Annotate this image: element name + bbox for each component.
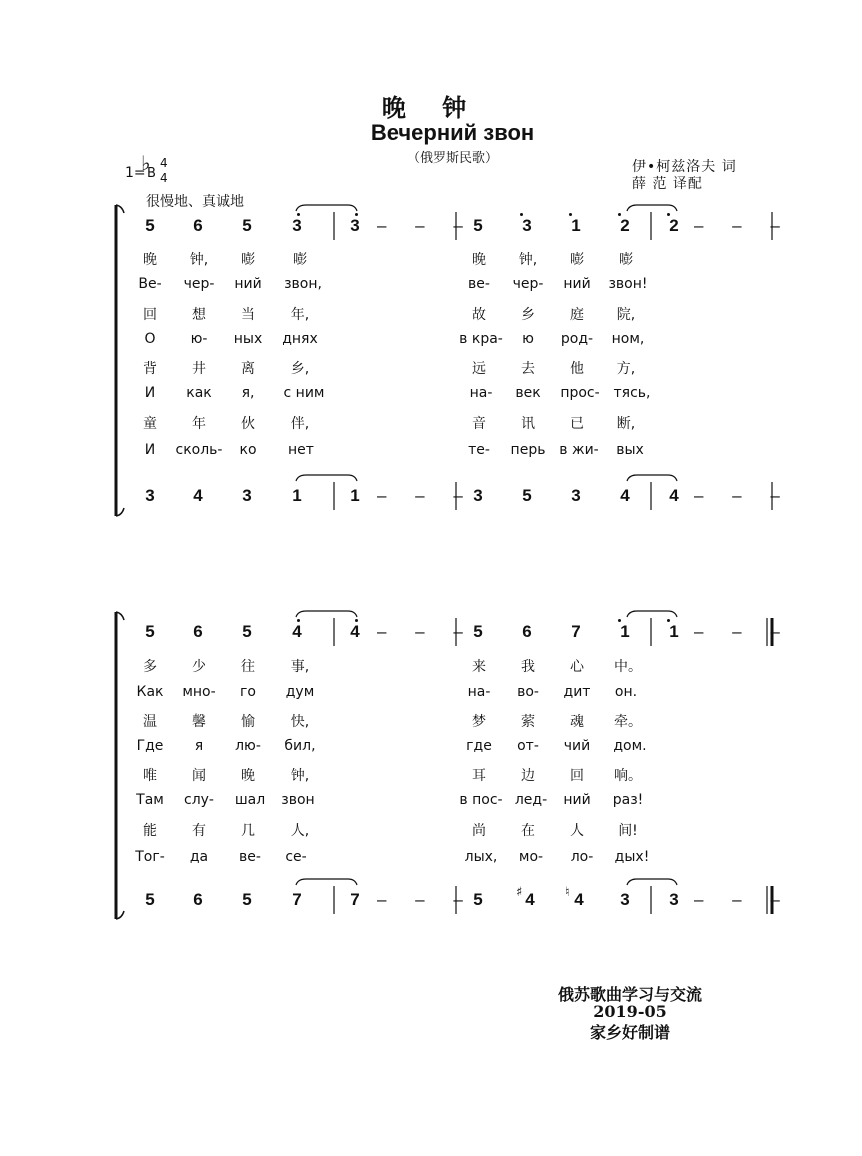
lyric: 晚: [241, 768, 255, 784]
note: 7: [350, 890, 360, 909]
lyric: 故: [472, 307, 486, 323]
lyric: дит: [563, 684, 591, 700]
lyric: 嘭: [293, 252, 307, 268]
sustain-dashes: – – –: [694, 216, 792, 235]
lyric: 想: [192, 307, 206, 323]
lyric: как: [186, 385, 212, 401]
lyric: ний: [563, 792, 591, 808]
lyric: 温: [143, 714, 157, 730]
note: 5: [145, 216, 155, 235]
lyric: 院,: [616, 307, 636, 323]
lyric: Где: [136, 738, 164, 754]
lyric: звон!: [608, 276, 648, 292]
lyric: лед-: [514, 792, 548, 808]
lyric: Там: [136, 792, 164, 808]
note: 3: [522, 216, 532, 235]
lyric: чий: [563, 738, 591, 754]
lyric: 少: [192, 659, 206, 675]
note: 4: [620, 486, 630, 505]
lyric: 断,: [616, 416, 636, 432]
lyric: 童: [143, 416, 157, 432]
octave-dot: [667, 213, 670, 216]
lyric: 萦: [521, 714, 535, 730]
flat-sign: ♭: [141, 151, 151, 175]
sustain-dashes: – – –: [377, 486, 475, 505]
lyric: ном,: [611, 331, 645, 347]
note: 3: [292, 216, 302, 235]
lyric: шал: [234, 792, 266, 808]
note: 4: [525, 890, 535, 909]
lyric: Ве-: [138, 276, 162, 292]
octave-dot: [618, 619, 621, 622]
lyric: ве-: [468, 276, 490, 292]
lyric: перь: [510, 442, 546, 458]
lyric: во-: [517, 684, 539, 700]
lyric: 音: [472, 416, 486, 432]
lyric: 往: [241, 659, 255, 675]
lyric: ко: [239, 442, 257, 458]
note: 2: [669, 216, 679, 235]
lyric: 人: [570, 823, 584, 839]
lyric: 已: [570, 416, 584, 432]
lyric: И: [144, 442, 156, 458]
lyric: 嘭: [570, 252, 584, 268]
lyric: ве-: [239, 849, 261, 865]
time-bottom: 4: [160, 171, 168, 185]
octave-dot: [355, 619, 358, 622]
lyric: 离: [241, 361, 255, 377]
note: 4: [669, 486, 679, 505]
lyric: 乡,: [290, 361, 310, 377]
lyric: 魂: [570, 714, 584, 730]
lyric: 嘭: [619, 252, 633, 268]
lyric: 伙: [241, 416, 255, 432]
footer-maker: 家乡好制谱: [589, 1023, 670, 1042]
lyric: от-: [517, 738, 539, 754]
octave-dot: [667, 619, 670, 622]
lyric: 当: [241, 307, 255, 323]
lyric: те-: [468, 442, 490, 458]
lyric: звон: [281, 792, 315, 808]
lyric: 讯: [521, 416, 535, 432]
lyric: в пос-: [459, 792, 503, 808]
note: 3: [145, 486, 155, 505]
lyric: 钟,: [290, 768, 310, 784]
lyric: 梦: [472, 714, 486, 730]
lyric: ний: [563, 276, 591, 292]
note: 5: [473, 216, 483, 235]
lyric: он.: [614, 684, 638, 700]
lyric: 晚: [472, 252, 486, 268]
lyric: 间!: [618, 823, 638, 839]
lyric: 我: [521, 659, 535, 675]
lyric: 来: [472, 659, 486, 675]
lyric: Как: [136, 684, 164, 700]
footer-source: 俄苏歌曲学习与交流: [557, 985, 702, 1004]
lyric: ных: [233, 331, 263, 347]
lyric: 心: [570, 659, 584, 675]
title-chinese: 晚 钟: [381, 93, 481, 122]
lyric: я: [194, 738, 204, 754]
lyric: в кра-: [459, 331, 503, 347]
lyric: дум: [285, 684, 315, 700]
note: 1: [292, 486, 302, 505]
lyric: 多: [143, 659, 157, 675]
note: 5: [522, 486, 532, 505]
note: 1: [669, 622, 679, 641]
note: 3: [242, 486, 252, 505]
subtitle: （俄罗斯民歌）: [406, 151, 498, 166]
lyric: 中。: [614, 659, 642, 675]
lyric: 伴,: [290, 416, 310, 432]
time-top: 4: [160, 156, 168, 170]
tempo-marking: 很慢地、真诚地: [146, 194, 244, 210]
lyric: 在: [521, 823, 535, 839]
key-note: B: [147, 166, 156, 181]
lyric: мо-: [518, 849, 544, 865]
lyric: 响。: [614, 768, 642, 784]
lyric: се-: [285, 849, 307, 865]
lyric: на-: [469, 385, 493, 401]
sustain-dashes: – – –: [694, 486, 792, 505]
lyric: 年,: [290, 307, 310, 323]
lyric: 晚: [143, 252, 157, 268]
note: 4: [193, 486, 203, 505]
note: 1: [620, 622, 630, 641]
lyric: 庭: [570, 307, 584, 323]
footer-date: 2019-05: [593, 1002, 667, 1021]
lyric: вых: [616, 442, 644, 458]
note: 1: [350, 486, 360, 505]
note: 5: [473, 890, 483, 909]
lyric: 快,: [290, 714, 310, 730]
credit-translator: 薛 范 译配: [632, 176, 703, 192]
lyric: го: [240, 684, 256, 700]
note: 5: [145, 622, 155, 641]
lyric: дых!: [614, 849, 650, 865]
octave-dot: [569, 213, 572, 216]
lyric: днях: [282, 331, 318, 347]
note: 6: [193, 622, 203, 641]
lyric: 唯: [143, 768, 157, 784]
key-label: 1=: [125, 165, 146, 181]
note: 6: [522, 622, 532, 641]
lyric: 钟,: [518, 252, 538, 268]
lyric: 人,: [290, 823, 310, 839]
note: 4: [574, 890, 584, 909]
lyric: с ним: [283, 385, 325, 401]
sustain-dashes: – – –: [694, 890, 792, 909]
note: 3: [669, 890, 679, 909]
octave-dot: [297, 619, 300, 622]
lyric: 有: [192, 823, 206, 839]
lyric: 嘭: [241, 252, 255, 268]
note: 5: [145, 890, 155, 909]
lyric: 远: [472, 361, 486, 377]
lyric: дом.: [613, 738, 647, 754]
note: 5: [242, 890, 252, 909]
sustain-dashes: – – –: [377, 890, 475, 909]
lyric: 闻: [192, 768, 206, 784]
lyric: мно-: [182, 684, 216, 700]
note: 5: [242, 622, 252, 641]
lyric: на-: [467, 684, 491, 700]
lyric: 方,: [616, 361, 636, 377]
lyric: 钟,: [189, 252, 209, 268]
lyric: бил,: [284, 738, 316, 754]
note: 5: [242, 216, 252, 235]
lyric: 耳: [472, 768, 486, 784]
lyric: ю: [522, 331, 534, 347]
note: 3: [620, 890, 630, 909]
lyric: О: [144, 331, 156, 347]
lyric: где: [466, 738, 492, 754]
note: 4: [292, 622, 302, 641]
sustain-dashes: – – –: [694, 622, 792, 641]
note: 3: [571, 486, 581, 505]
note: 7: [571, 622, 581, 641]
title-russian: Вечерний звон: [370, 120, 535, 145]
lyric: ний: [234, 276, 262, 292]
sharp-sign: ♯: [516, 885, 523, 900]
lyric: 他: [570, 361, 584, 377]
lyric: ю-: [190, 331, 208, 347]
note: 3: [473, 486, 483, 505]
note: 6: [193, 890, 203, 909]
lyric: я,: [241, 385, 255, 401]
sustain-dashes: – – –: [377, 622, 475, 641]
lyric: лю-: [235, 738, 261, 754]
note: 4: [350, 622, 360, 641]
lyric: раз!: [612, 792, 644, 808]
lyric: ло-: [570, 849, 594, 865]
lyric: да: [189, 849, 209, 865]
lyric: род-: [560, 331, 594, 347]
lyric: 馨: [192, 714, 206, 730]
octave-dot: [520, 213, 523, 216]
credit-lyricist: 伊•柯兹洛夫 词: [632, 159, 737, 175]
lyric: 井: [192, 361, 206, 377]
natural-sign: ♮: [565, 885, 570, 900]
lyric: 回: [570, 768, 584, 784]
lyric: 能: [143, 823, 157, 839]
note: 6: [193, 216, 203, 235]
note: 2: [620, 216, 630, 235]
lyric: звон,: [284, 276, 322, 292]
note: 3: [350, 216, 360, 235]
lyric: 愉: [241, 714, 255, 730]
lyric: век: [515, 385, 541, 401]
lyric: чер-: [512, 276, 544, 292]
lyric: 事,: [290, 659, 310, 675]
lyric: сколь-: [175, 442, 223, 458]
lyric: 回: [143, 307, 157, 323]
lyric: 背: [143, 361, 157, 377]
note: 5: [473, 622, 483, 641]
lyric: И: [144, 385, 156, 401]
octave-dot: [355, 213, 358, 216]
lyric: 几: [241, 823, 255, 839]
lyric: тясь,: [613, 385, 651, 401]
lyric: Тог-: [135, 849, 165, 865]
lyric: 去: [521, 361, 535, 377]
lyric: в жи-: [559, 442, 599, 458]
lyric: нет: [288, 442, 314, 458]
note: 1: [571, 216, 581, 235]
octave-dot: [297, 213, 300, 216]
lyric: 乡: [521, 307, 535, 323]
lyric: прос-: [560, 385, 600, 401]
lyric: 年: [192, 416, 206, 432]
note: 7: [292, 890, 302, 909]
lyric: слу-: [184, 792, 214, 808]
lyric: чер-: [183, 276, 215, 292]
lyric: 尚: [472, 823, 486, 839]
octave-dot: [618, 213, 621, 216]
lyric: лых,: [464, 849, 498, 865]
sustain-dashes: – – –: [377, 216, 475, 235]
lyric: 牵。: [614, 714, 642, 730]
lyric: 边: [521, 768, 535, 784]
